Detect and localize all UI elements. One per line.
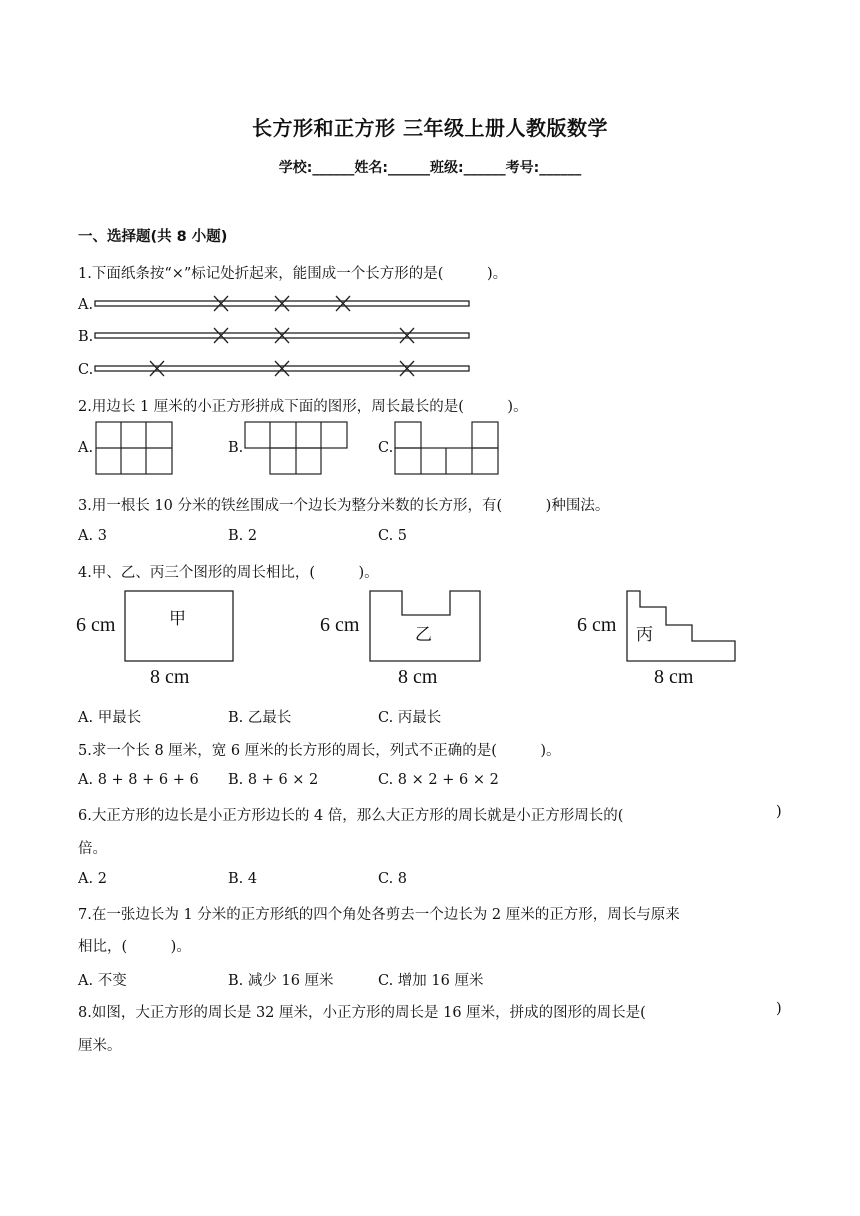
q5-option-a[interactable]: A. 8 + 8 + 6 + 6 bbox=[78, 772, 199, 788]
q3-option-b[interactable]: B. 2 bbox=[228, 528, 258, 544]
question-8-text-line2: 厘米。 bbox=[78, 1038, 122, 1054]
q4-jia-height-label: 6 cm bbox=[76, 614, 116, 636]
q4-option-a[interactable]: A. 甲最长 bbox=[78, 710, 142, 726]
q6-option-c[interactable]: C. 8 bbox=[378, 871, 408, 887]
q1-strip-b-marks bbox=[214, 328, 414, 343]
q2-option-a-label: A. bbox=[78, 440, 94, 456]
q1-option-b-label: B. bbox=[78, 329, 94, 345]
q4-jia-name: 甲 bbox=[169, 609, 186, 628]
q3-option-c[interactable]: C. 5 bbox=[378, 528, 408, 544]
q6-option-a[interactable]: A. 2 bbox=[78, 871, 107, 887]
q7-option-c[interactable]: C. 增加 16 厘米 bbox=[378, 973, 484, 989]
q2-square-figures bbox=[90, 420, 510, 480]
q2-figure-b bbox=[245, 422, 347, 474]
q2-figure-a bbox=[96, 422, 172, 474]
question-7-text-line2: 相比，( )。 bbox=[78, 939, 191, 955]
question-3-text: 3.用一根长 10 分米的铁丝围成一个边长为整分米数的长方形，有( )种围法。 bbox=[78, 498, 610, 514]
q4-bing-height-label: 6 cm bbox=[577, 614, 617, 636]
student-info-line: 学校:______姓名:______班级:______考号:______ bbox=[278, 160, 582, 176]
question-4-text: 4.甲、乙、丙三个图形的周长相比，( )。 bbox=[78, 565, 379, 581]
question-2-text: 2.用边长 1 厘米的小正方形拼成下面的图形，周长最长的是( )。 bbox=[78, 399, 528, 415]
q1-strip-c-marks bbox=[150, 361, 414, 376]
question-5-text: 5.求一个长 8 厘米，宽 6 厘米的长方形的周长，列式不正确的是( )。 bbox=[78, 743, 561, 759]
section-title: 一、选择题(共 8 小题) bbox=[78, 229, 228, 245]
page-title: 长方形和正方形 三年级上册人教版数学 bbox=[252, 116, 608, 140]
question-6-paren-end: ) bbox=[776, 804, 782, 820]
question-7-text-line1: 7.在一张边长为 1 分米的正方形纸的四个角处各剪去一个边长为 2 厘米的正方形，周长与原来 bbox=[78, 907, 680, 923]
q4-yi-name: 乙 bbox=[415, 625, 432, 644]
q7-option-b[interactable]: B. 减少 16 厘米 bbox=[228, 973, 334, 989]
question-6-text-line1: 6.大正方形的边长是小正方形边长的 4 倍，那么大正方形的周长就是小正方形周长的( bbox=[78, 808, 624, 824]
question-1-text: 1.下面纸条按“×”标记处折起来，能围成一个长方形的是( )。 bbox=[78, 266, 508, 282]
q4-yi-height-label: 6 cm bbox=[320, 614, 360, 636]
q5-option-b[interactable]: B. 8 + 6 × 2 bbox=[228, 772, 319, 788]
q1-option-c-label: C. bbox=[78, 362, 94, 378]
q4-yi-width-label: 8 cm bbox=[398, 666, 438, 688]
q2-option-c-label: C. bbox=[378, 440, 394, 456]
q4-option-b[interactable]: B. 乙最长 bbox=[228, 710, 292, 726]
question-6-text-line2: 倍。 bbox=[78, 841, 107, 857]
q2-option-b-label: B. bbox=[228, 440, 244, 456]
q4-bing-name: 丙 bbox=[636, 625, 653, 644]
q4-shapes-figure bbox=[70, 585, 760, 695]
question-8-paren-end: ) bbox=[776, 1001, 782, 1017]
q1-strip-a-marks bbox=[214, 296, 350, 311]
q4-jia-width-label: 8 cm bbox=[150, 666, 190, 688]
question-8-text-line1: 8.如图，大正方形的周长是 32 厘米，小正方形的周长是 16 厘米，拼成的图形的周长是( bbox=[78, 1005, 646, 1021]
q5-option-c[interactable]: C. 8 × 2 + 6 × 2 bbox=[378, 772, 499, 788]
q7-option-a[interactable]: A. 不变 bbox=[78, 973, 127, 989]
q3-option-a[interactable]: A. 3 bbox=[78, 528, 107, 544]
q4-option-c[interactable]: C. 丙最长 bbox=[378, 710, 442, 726]
q6-option-b[interactable]: B. 4 bbox=[228, 871, 258, 887]
q1-option-a-label: A. bbox=[78, 297, 94, 313]
q1-paper-strips-figure bbox=[90, 290, 475, 382]
q4-bing-width-label: 8 cm bbox=[654, 666, 694, 688]
q2-figure-c bbox=[395, 422, 498, 474]
